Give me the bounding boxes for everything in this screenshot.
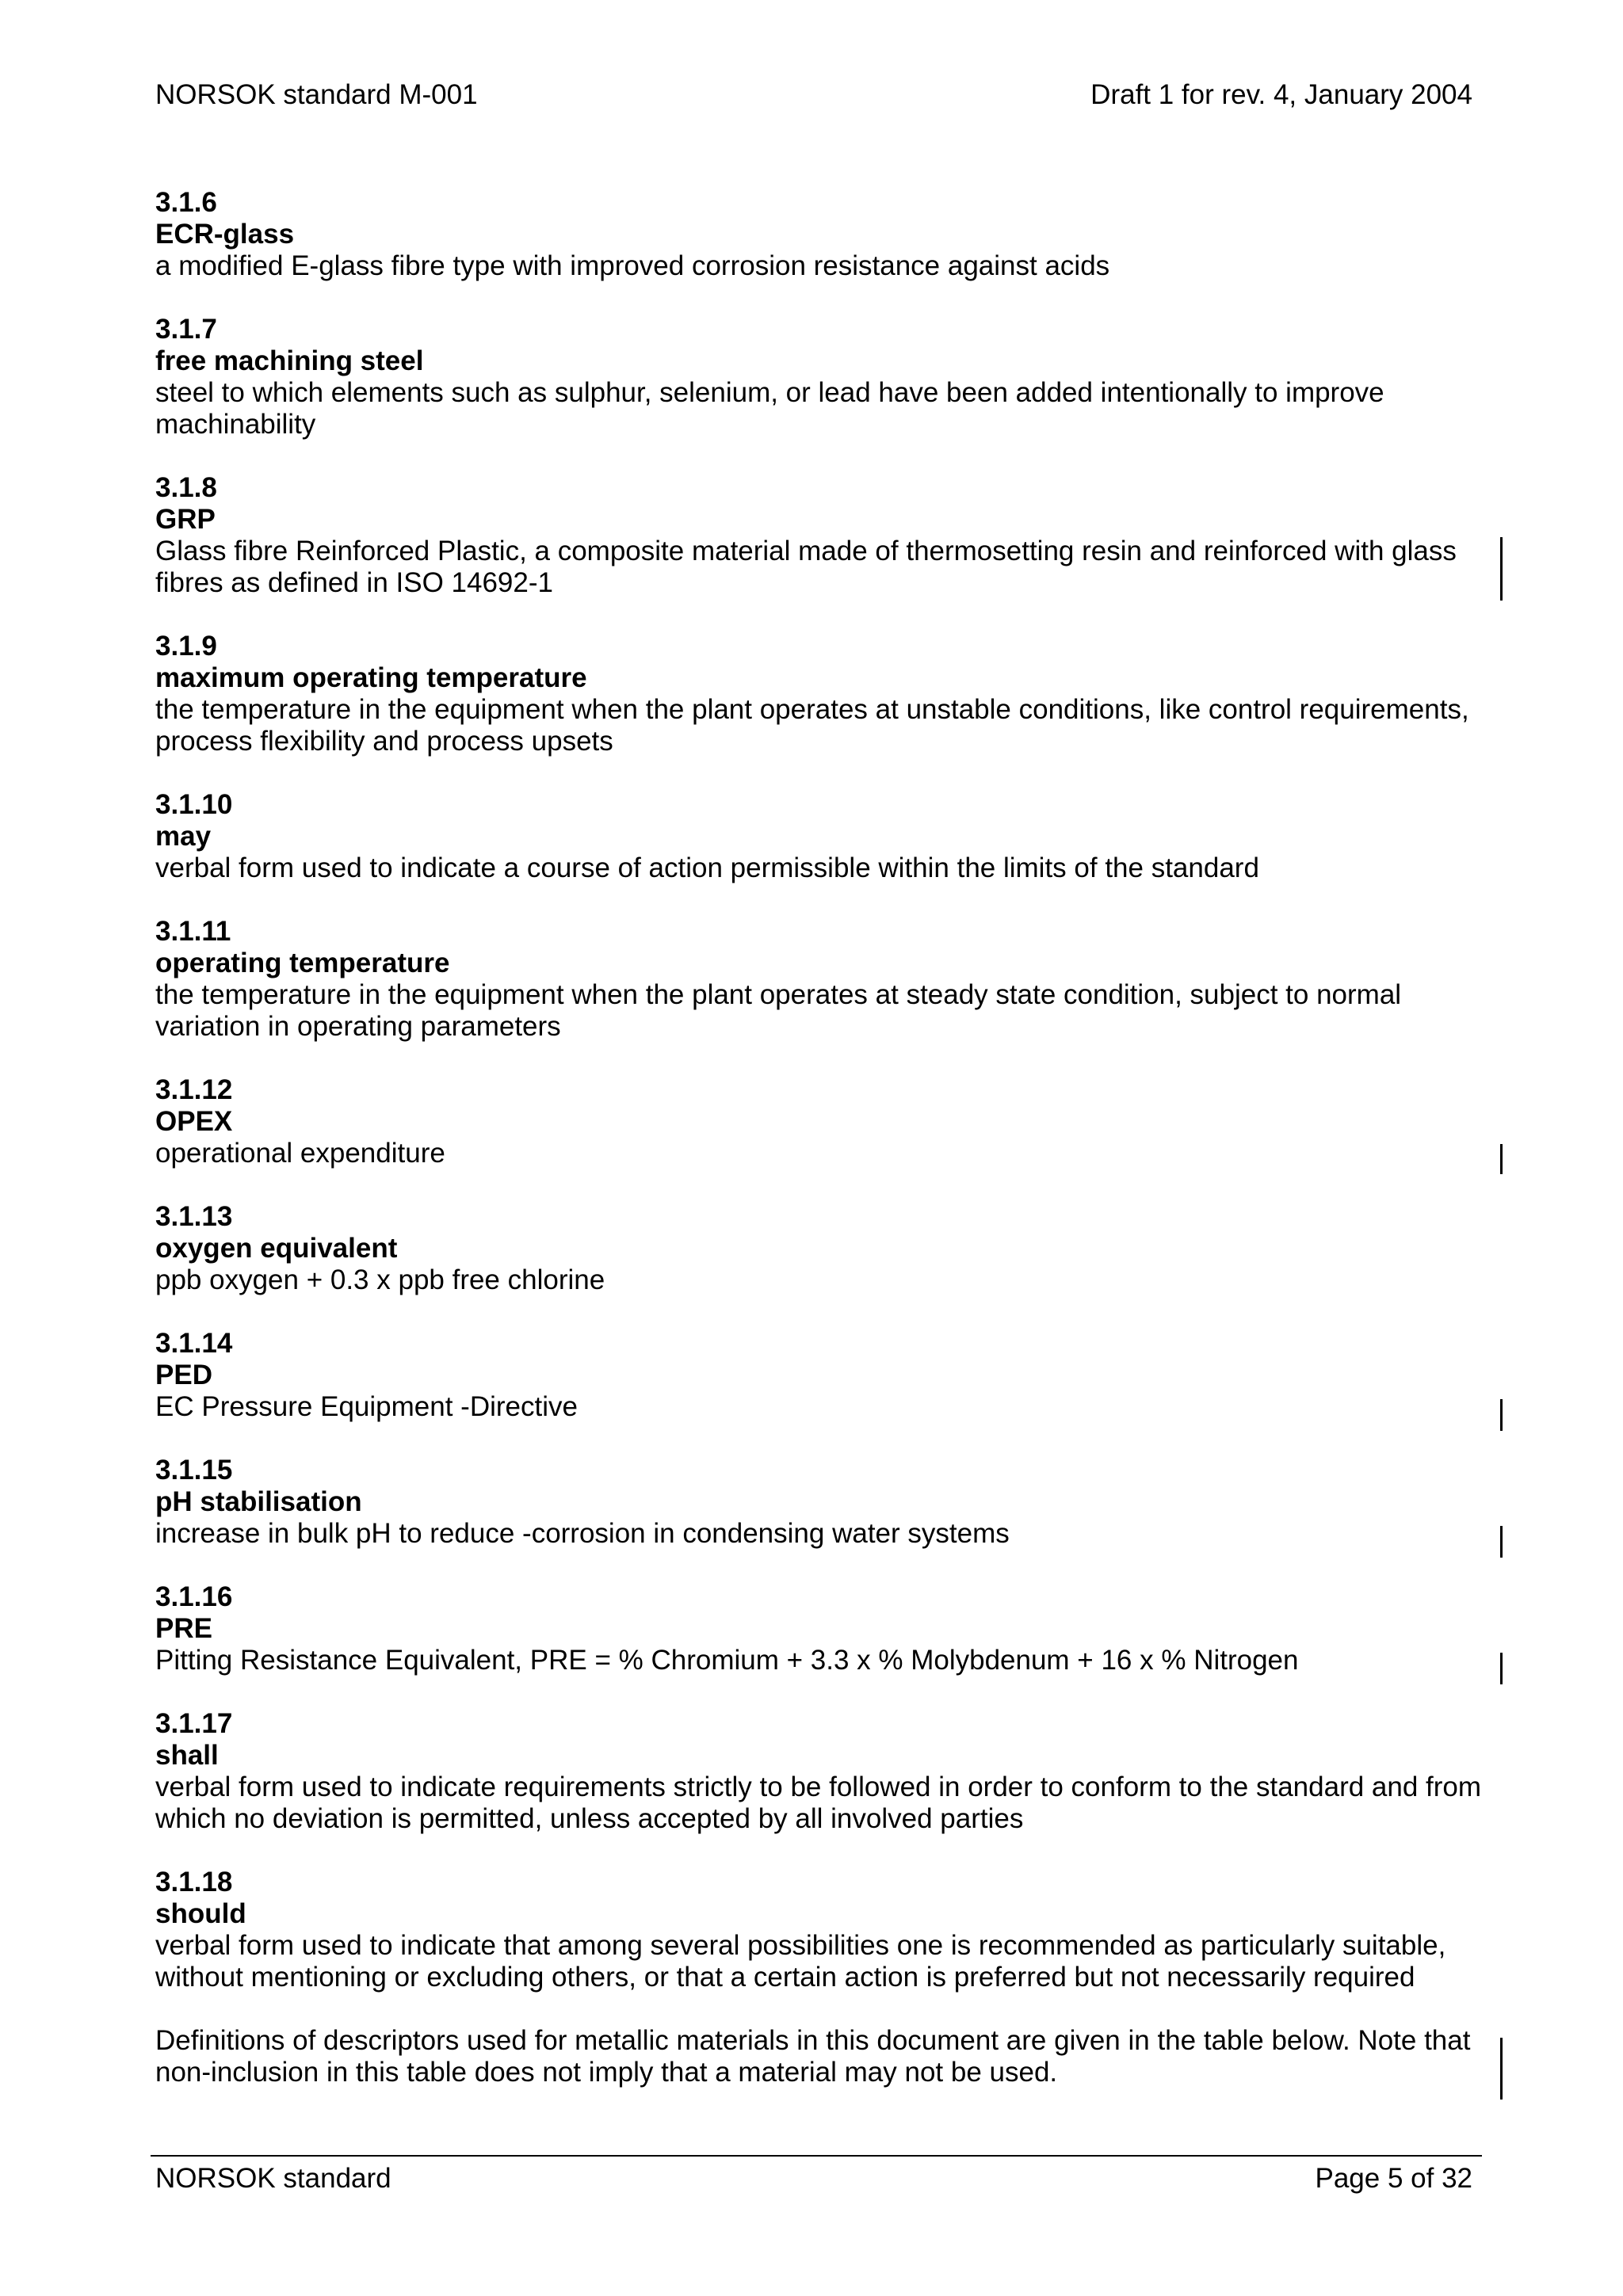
clause-number: 3.1.17 [155, 1708, 233, 1739]
revision-change-bar [1500, 1144, 1503, 1174]
term-definition [155, 979, 1487, 1043]
definition-line: ppb oxygen + 0.3 x ppb free chlorine [155, 1264, 605, 1295]
definition-line: machinability [155, 409, 316, 440]
definition-line: Pitting Resistance Equivalent, PRE = % Chromium + 3.3 x % Molybdenum + 16 x % Nitrogen [155, 1645, 1299, 1676]
term-name: should [155, 1898, 246, 1929]
clause-number: 3.1.14 [155, 1328, 233, 1359]
definition-line: verbal form used to indicate requirements strictly to be followed in order to conform to the standard and from [155, 1772, 1482, 1802]
header-revision: Draft 1 for rev. 4, January 2004 [1090, 79, 1472, 110]
clause-number: 3.1.16 [155, 1581, 233, 1612]
term-definition [155, 250, 1487, 282]
definition-line: verbal form used to indicate a course of action permissible within the limits of the standard [155, 852, 1259, 883]
definition-line: without mentioning or excluding others, or that a certain action is preferred but not necessarily required [155, 1962, 1415, 1993]
page-footer [155, 2161, 1472, 2196]
definition-line: variation in operating parameters [155, 1011, 561, 1042]
footer-standard-name: NORSOK standard [155, 2163, 391, 2194]
definition-item [155, 1074, 1487, 1169]
clause-number: 3.1.12 [155, 1074, 233, 1105]
clause-number: 3.1.6 [155, 187, 217, 218]
term-name: shall [155, 1740, 219, 1771]
definition-line: the temperature in the equipment when the plant operates at unstable conditions, like control requirements, [155, 694, 1469, 725]
term-name: pH stabilisation [155, 1486, 362, 1517]
definition-item [155, 187, 1487, 282]
definition-line: steel to which elements such as sulphur, selenium, or lead have been added intentionally to improve [155, 377, 1384, 408]
descriptor-note [155, 2025, 1487, 2088]
revision-change-bar [1500, 1653, 1503, 1684]
definition-item [155, 314, 1487, 441]
footer-divider [151, 2155, 1482, 2157]
term-name: PED [155, 1360, 212, 1390]
definition-line: Glass fibre Reinforced Plastic, a composite material made of thermosetting resin and reinforced with glass [155, 536, 1457, 566]
definition-item [155, 1581, 1487, 1676]
revision-change-bar [1500, 537, 1503, 601]
definition-line: fibres as defined in ISO 14692-1 [155, 567, 553, 598]
term-definition [155, 694, 1487, 757]
term-name: PRE [155, 1613, 212, 1644]
definition-item [155, 1201, 1487, 1296]
definition-item [155, 631, 1487, 757]
term-name: OPEX [155, 1106, 233, 1137]
note-line: non-inclusion in this table does not imply that a material may not be used. [155, 2057, 1058, 2088]
clause-number: 3.1.8 [155, 472, 217, 503]
header-document-title: NORSOK standard M-001 [155, 79, 478, 110]
definition-line: the temperature in the equipment when the plant operates at steady state condition, subject to normal [155, 979, 1402, 1010]
clause-number: 3.1.9 [155, 631, 217, 662]
term-name: may [155, 821, 212, 852]
term-definition [155, 377, 1487, 441]
clause-number: 3.1.15 [155, 1455, 233, 1486]
definition-line: which no deviation is permitted, unless accepted by all involved parties [155, 1803, 1024, 1834]
definition-line: increase in bulk pH to reduce -corrosion in condensing water systems [155, 1518, 1010, 1549]
term-name: GRP [155, 504, 216, 535]
term-definition [155, 852, 1487, 884]
term-definition [155, 1391, 1487, 1423]
clause-number: 3.1.11 [155, 916, 231, 947]
term-definition [155, 1138, 1487, 1169]
note-line: Definitions of descriptors used for metallic materials in this document are given in the table below. Note that [155, 2025, 1471, 2056]
definition-item [155, 789, 1487, 884]
term-name: operating temperature [155, 948, 450, 978]
revision-change-bar [1500, 1399, 1503, 1431]
term-definition [155, 1930, 1487, 1993]
definition-line: a modified E-glass fibre type with improved corrosion resistance against acids [155, 250, 1110, 281]
term-name: ECR-glass [155, 219, 295, 250]
definition-item [155, 1708, 1487, 1835]
clause-number: 3.1.13 [155, 1201, 233, 1232]
page-header [155, 78, 1472, 113]
term-definition [155, 1518, 1487, 1550]
term-name: oxygen equivalent [155, 1233, 398, 1264]
term-definition [155, 1264, 1487, 1296]
clause-number: 3.1.18 [155, 1867, 233, 1897]
term-definition [155, 1772, 1487, 1835]
definition-line: operational expenditure [155, 1138, 445, 1169]
definition-line: verbal form used to indicate that among several possibilities one is recommended as particularly suitable, [155, 1930, 1446, 1961]
revision-change-bar [1500, 1526, 1503, 1558]
definition-line: EC Pressure Equipment -Directive [155, 1391, 578, 1422]
definition-item [155, 1455, 1487, 1550]
term-name: free machining steel [155, 345, 424, 376]
definition-item [155, 472, 1487, 599]
term-name: maximum operating temperature [155, 662, 587, 693]
definition-item [155, 1328, 1487, 1423]
clause-number: 3.1.7 [155, 314, 217, 345]
clause-number: 3.1.10 [155, 789, 233, 820]
definition-item [155, 1867, 1487, 1993]
revision-change-bar [1500, 2038, 1503, 2100]
definitions-section [155, 187, 1487, 2088]
definition-item [155, 916, 1487, 1043]
term-definition [155, 536, 1487, 599]
page-number: Page 5 of 32 [1315, 2163, 1472, 2194]
definition-line: process flexibility and process upsets [155, 726, 613, 757]
term-definition [155, 1645, 1487, 1676]
